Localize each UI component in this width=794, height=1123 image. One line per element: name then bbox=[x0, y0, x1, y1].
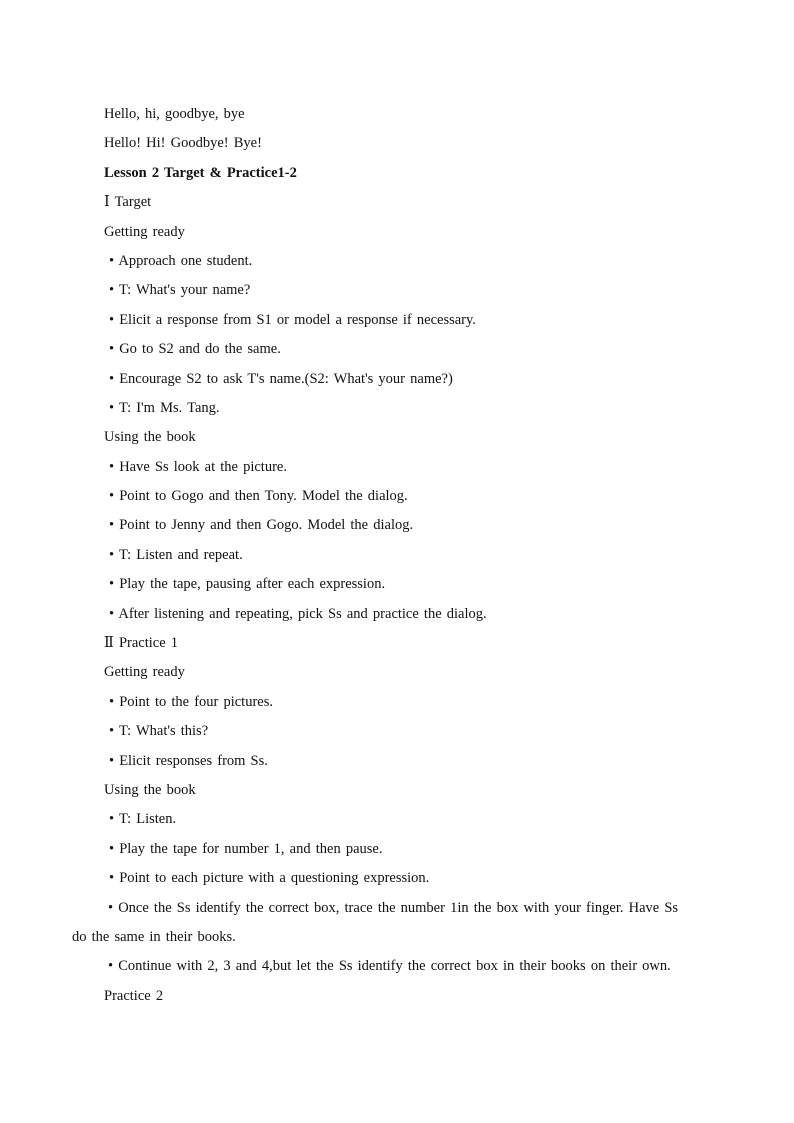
bullet-item: • T: I'm Ms. Tang. bbox=[109, 399, 220, 416]
bullet-item: • After listening and repeating, pick Ss and practice the dialog. bbox=[109, 605, 487, 622]
bullet-item: • Point to the four pictures. bbox=[109, 693, 273, 710]
bullet-item: • Play the tape, pausing after each expression. bbox=[109, 576, 386, 593]
lesson-plan-text bbox=[72, 103, 724, 1014]
bullet-item-wrapped bbox=[72, 897, 724, 956]
bullet-item: • Elicit responses from Ss. bbox=[109, 752, 268, 769]
bullet-item: • Play the tape for number 1, and then pause. bbox=[109, 840, 383, 857]
bullet-item: • Point to each picture with a questioning expression. bbox=[109, 870, 430, 887]
bullet-item: • Approach one student. bbox=[109, 252, 253, 269]
subsection-heading: Getting ready bbox=[104, 223, 185, 240]
bullet-item: • Continue with 2, 3 and 4,but let the Ss identify the correct box in their books on their own. bbox=[108, 958, 671, 975]
bullet-item: • Encourage S2 to ask T's name.(S2: What's your name?) bbox=[109, 370, 453, 387]
subsection-heading: Getting ready bbox=[104, 664, 185, 681]
bullet-item: • T: Listen and repeat. bbox=[109, 546, 243, 563]
bullet-item: • T: What's this? bbox=[109, 723, 209, 740]
section-heading: Ⅰ Target bbox=[104, 194, 152, 211]
bullet-item: • Go to S2 and do the same. bbox=[109, 341, 281, 358]
text-line: Hello, hi, goodbye, bye bbox=[104, 106, 245, 122]
lesson-heading: Lesson 2 Target & Practice1-2 bbox=[104, 164, 297, 181]
section-heading: Ⅱ Practice 1 bbox=[104, 635, 179, 652]
bullet-item: • T: Listen. bbox=[109, 811, 177, 828]
wrapped-line-second: do the same in their books. bbox=[72, 928, 236, 945]
subsection-heading: Using the book bbox=[104, 429, 196, 446]
bullet-item: • Elicit a response from S1 or model a response if necessary. bbox=[109, 311, 476, 328]
bullet-item: • Have Ss look at the picture. bbox=[109, 458, 287, 475]
subsection-heading: Using the book bbox=[104, 781, 196, 798]
section-heading: Practice 2 bbox=[104, 987, 164, 1004]
bullet-item: • Point to Jenny and then Gogo. Model the dialog. bbox=[109, 517, 414, 534]
bullet-item: • T: What's your name? bbox=[109, 282, 251, 299]
text-line: Hello! Hi! Goodbye! Bye! bbox=[104, 135, 262, 152]
wrapped-line-first: • Once the Ss identify the correct box, trace the number 1in the box with your finger. Have Ss bbox=[108, 899, 679, 916]
bullet-item: • Point to Gogo and then Tony. Model the dialog. bbox=[109, 488, 408, 505]
